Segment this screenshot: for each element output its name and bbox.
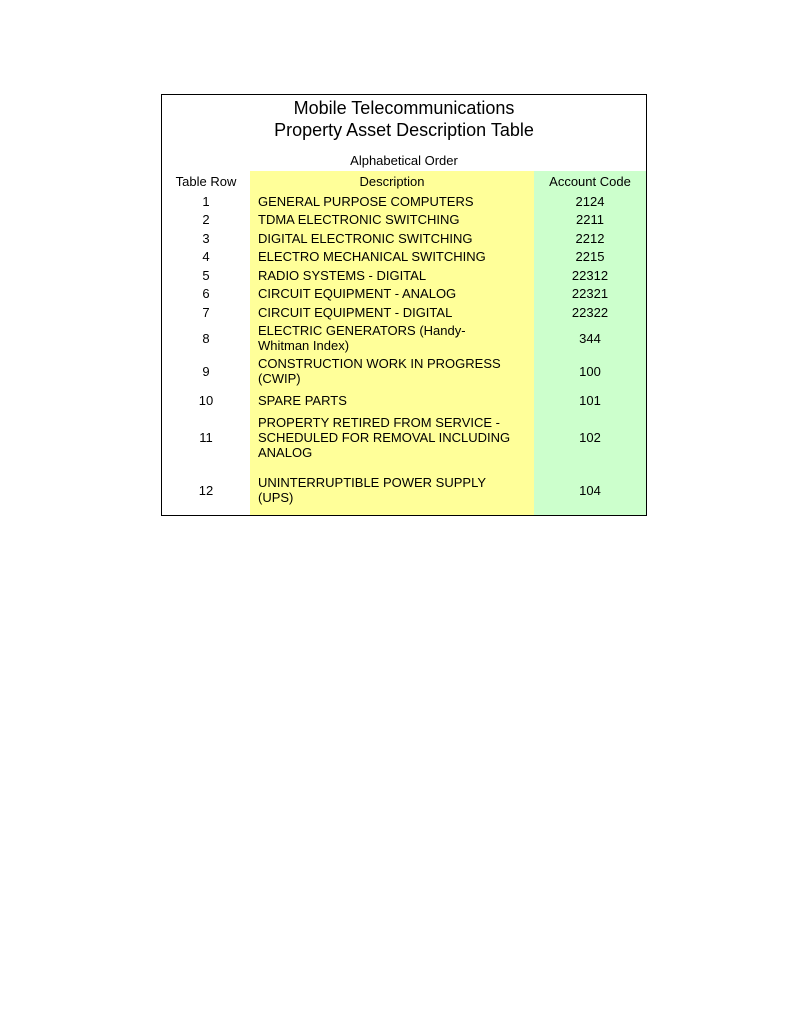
table-subtitle: Alphabetical Order [350,153,458,168]
table-row-description: TDMA ELECTRONIC SWITCHING [258,211,460,227]
table-row-number: 5 [202,267,210,283]
table-row-number: 11 [199,429,213,445]
table-row-description: ELECTRIC GENERATORS (Handy- Whitman Index) [258,323,466,353]
table-row-account-code: 100 [579,363,601,379]
table-row-account-code: 102 [579,429,601,445]
table-row-account-code: 2215 [575,248,605,264]
table-row-number: 7 [202,304,210,320]
table-row-number: 9 [202,363,210,379]
header-table-row: Table Row [175,174,237,189]
table-row-number: 1 [202,193,210,209]
table-row-number: 12 [198,482,214,498]
table-title-line2: Property Asset Description Table [274,120,534,140]
table-row-description: PROPERTY RETIRED FROM SERVICE - SCHEDULED FOR REMOVAL INCLUDING ANALOG [258,414,511,460]
table-row-description: ELECTRO MECHANICAL SWITCHING [258,248,486,264]
table-row-account-code: 344 [579,330,601,346]
header-description: Description [359,174,425,189]
table-row-account-code: 22321 [571,285,609,301]
table-row-account-code: 2212 [575,230,605,246]
table-row-account-code: 2211 [576,211,604,227]
table-row-number: 4 [202,248,210,264]
table-row-number: 2 [202,211,210,227]
table-row-number: 6 [202,285,210,301]
table-row-description: CIRCUIT EQUIPMENT - ANALOG [258,285,457,301]
table-row-description: RADIO SYSTEMS - DIGITAL [258,267,427,283]
table-row-description: DIGITAL ELECTRONIC SWITCHING [258,230,473,246]
table-row-number: 10 [198,392,214,408]
table-row-number: 3 [202,230,210,246]
asset-table-frame [161,94,647,516]
table-row-account-code: 2124 [575,193,605,209]
table-row-number: 8 [202,330,210,346]
table-row-description: SPARE PARTS [258,392,347,408]
table-row-description: CIRCUIT EQUIPMENT - DIGITAL [258,304,453,320]
header-account-code: Account Code [549,174,631,189]
table-row-account-code: 104 [579,482,601,498]
table-title-line1: Mobile Telecommunications [293,98,515,118]
table-row-account-code: 22312 [571,267,609,283]
table-row-description: GENERAL PURPOSE COMPUTERS [258,193,474,209]
table-row-account-code: 101 [579,392,601,408]
table-row-description: CONSTRUCTION WORK IN PROGRESS (CWIP) [258,356,501,386]
table-row-description: UNINTERRUPTIBLE POWER SUPPLY (UPS) [258,475,487,505]
table-row-account-code: 22322 [571,304,609,320]
